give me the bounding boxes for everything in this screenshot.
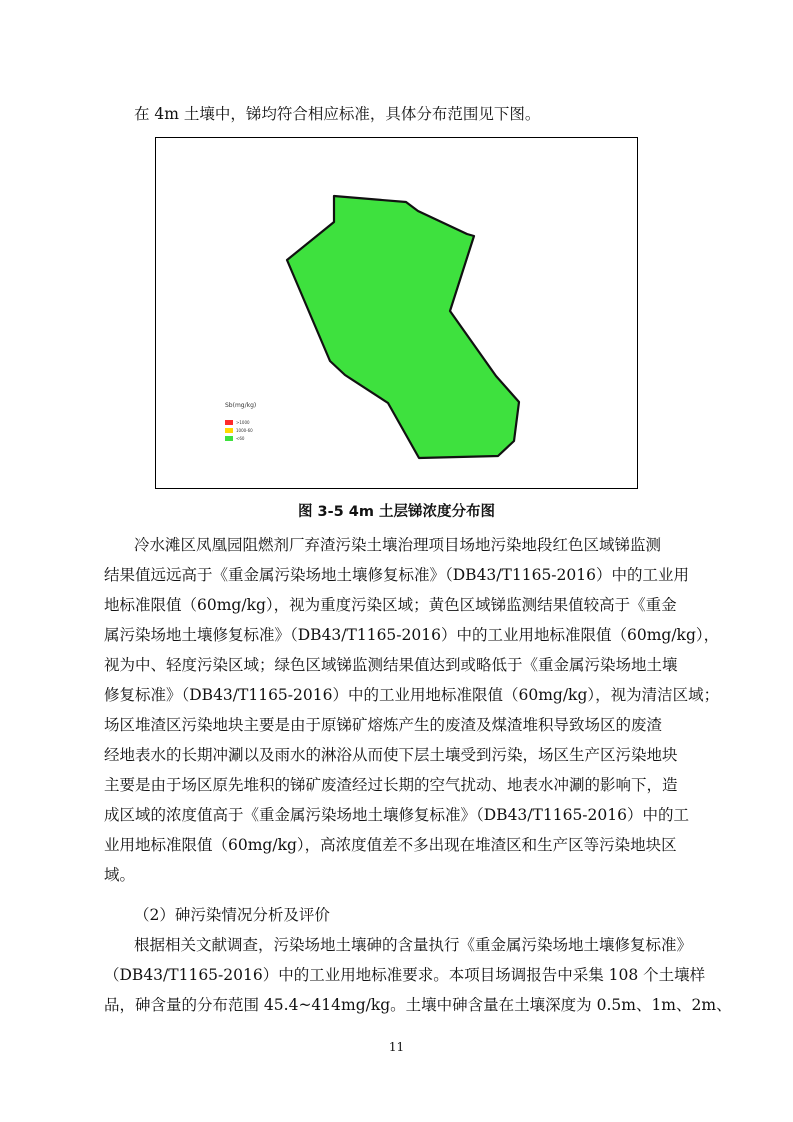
para1-line: 经地表水的长期冲涮以及雨水的淋浴从而使下层土壤受到污染，场区生产区污染地块 (104, 746, 678, 764)
page-number: 11 (388, 1040, 405, 1054)
legend-label-medium: 1000-60 (236, 428, 253, 433)
para1-line: 成区域的浓度值高于《重金属污染场地土壤修复标准》（DB43/T1165-2016）中的工 (104, 806, 689, 824)
para2-line: 品，砷含量的分布范围 45.4~414mg/kg。土壤中砷含量在土壤深度为 0.5m、1m、2m、 (104, 996, 732, 1014)
para1-line: 地标准限值（60mg/kg），视为重度污染区域；黄色区域锑监测结果值较高于《重金 (104, 596, 677, 614)
figure-caption: 图 3-5 4m 土层锑浓度分布图 (297, 504, 496, 520)
sb-distribution-map (155, 137, 638, 489)
intro-text: 在 4m 土壤中，锑均符合相应标准，具体分布范围见下图。 (134, 105, 541, 123)
legend-label-low: <60 (236, 436, 245, 441)
para1-line: 修复标准》（DB43/T1165-2016）中的工业用地标准限值（60mg/kg），视为清洁区域； (104, 686, 720, 704)
para1-line: 域。 (104, 866, 136, 884)
para1-line: 视为中、轻度污染区域；绿色区域锑监测结果值达到或略低于《重金属污染场地土壤 (104, 656, 678, 674)
legend-swatch-medium (225, 428, 233, 433)
para1-line: 冷水滩区凤凰园阻燃剂厂弃渣污染土壤治理项目场地污染地段红色区域锑监测 (134, 536, 662, 554)
legend-label-high: >1000 (236, 420, 250, 425)
legend-swatch-low (225, 436, 233, 441)
para1-line: 业用地标准限值（60mg/kg），高浓度值差不多出现在堆渣区和生产区等污染地块区 (104, 836, 677, 854)
clean-zone-region (287, 196, 519, 458)
para1-line: 结果值远远高于《重金属污染场地土壤修复标准》（DB43/T1165-2016）中的工业用 (104, 566, 689, 584)
section-heading: （2）砷污染情况分析及评价 (134, 906, 330, 924)
legend-swatch-high (225, 420, 233, 425)
para1-line: 主要是由于场区原先堆积的锑矿废渣经过长期的空气扰动、地表水冲涮的影响下，造 (104, 776, 678, 794)
legend-title: Sb(mg/kg) (225, 402, 257, 409)
para2-line: （DB43/T1165-2016）中的工业用地标准要求。本项目场调报告中采集 108 个土壤样 (104, 966, 706, 984)
para2-line: 根据相关文献调查，污染场地土壤砷的含量执行《重金属污染场地土壤修复标准》 (134, 936, 693, 954)
para1-line: 属污染场地土壤修复标准》（DB43/T1165-2016）中的工业用地标准限值（60mg/kg）， (104, 626, 720, 644)
para1-line: 场区堆渣区污染地块主要是由于原锑矿熔炼产生的废渣及煤渣堆积导致场区的废渣 (104, 716, 663, 734)
map-canvas (156, 138, 639, 490)
